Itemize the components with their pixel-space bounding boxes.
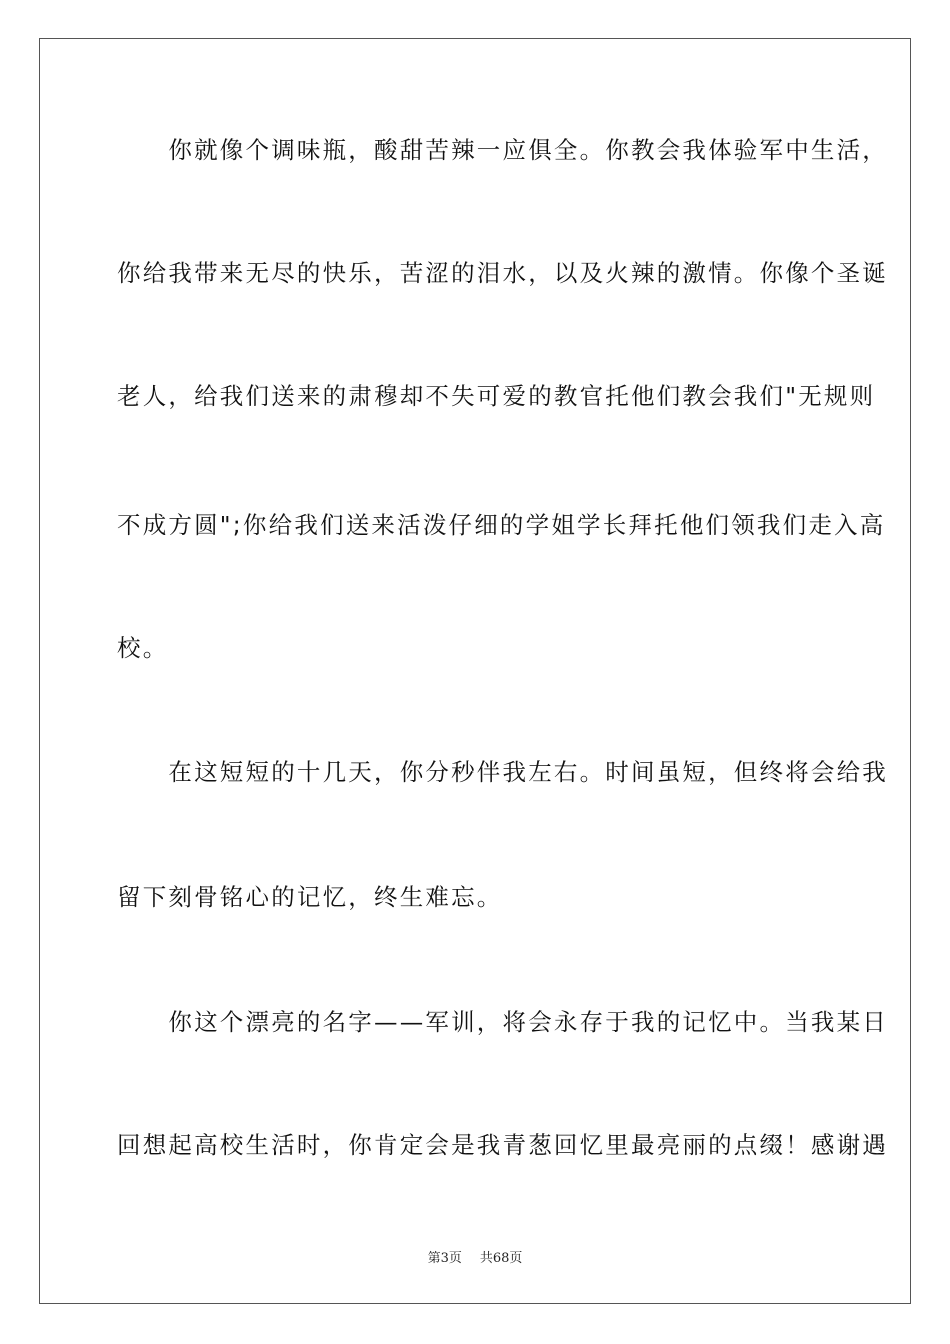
text-line: 不成方圆";你给我们送来活泼仔细的学姐学长拜托他们领我们走入高 [117,511,886,539]
page-border [39,38,911,1304]
page-footer [0,1247,950,1266]
page-total: 共68页 [479,1251,523,1266]
text-line: 你就像个调味瓶，酸甜苦辣一应俱全。你教会我体验军中生活， [117,136,888,164]
text-line: 在这短短的十几天，你分秒伴我左右。时间虽短，但终将会给我 [117,758,888,786]
text-line: 校。 [117,634,169,662]
text-line: 你给我带来无尽的快乐，苦涩的泪水，以及火辣的激情。你像个圣诞 [117,259,888,287]
text-line: 留下刻骨铭心的记忆，终生难忘。 [117,883,503,911]
text-line: 老人，给我们送来的肃穆却不失可爱的教官托他们教会我们"无规则 [117,382,876,410]
page-number: 第3页 [427,1251,462,1266]
text-line: 回想起高校生活时，你肯定会是我青葱回忆里最亮丽的点缀！感谢遇 [117,1131,888,1159]
text-line: 你这个漂亮的名字——军训，将会永存于我的记忆中。当我某日 [117,1008,888,1036]
